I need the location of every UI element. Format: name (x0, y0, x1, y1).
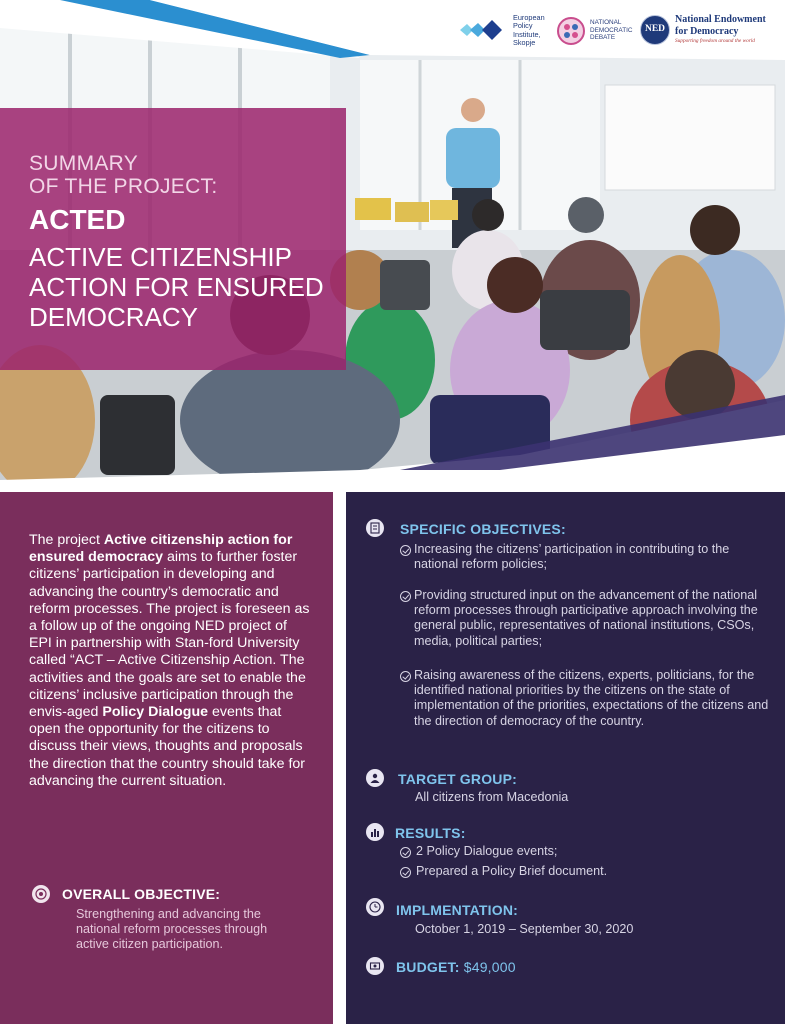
ndd-logo-text: NATIONAL DEMOCRATIC DEBATE (590, 19, 633, 42)
objective-item: Providing structured input on the advancement of the national reform processes through participative approach involving the general public, representatives of national institutions, CSOs, media, political parties; (400, 588, 774, 649)
check-icon (400, 867, 411, 878)
target-group-text: All citizens from Macedonia (415, 790, 569, 804)
budget-heading: BUDGET: $49,000 (396, 959, 516, 975)
project-title: ACTIVE CITIZENSHIP ACTION FOR ENSURED DEMOCRACY (29, 242, 324, 332)
target-group-heading: TARGET GROUP: (398, 771, 518, 787)
bar-chart-icon (366, 823, 384, 841)
group-icon (366, 769, 384, 787)
implementation-dates: October 1, 2019 – September 30, 2020 (415, 922, 634, 936)
check-icon (400, 545, 411, 556)
ndd-logo (556, 16, 636, 48)
money-icon (366, 957, 384, 975)
project-acronym: ACTED (29, 204, 126, 235)
summary-heading: SUMMARY OF THE PROJECT: (29, 152, 218, 198)
ned-logo (640, 13, 782, 51)
result-item: Prepared a Policy Brief document. (400, 864, 607, 879)
overall-objective-text: Strengthening and advancing the national reform processes through active citizen participation. (76, 907, 268, 952)
intro-text: The project Active citizenship action for ensured democracy aims to further foster citizens’ participation in developing and advancing the country’s democratic and reform processes. The project is foreseen as a follow up of the ongoing NED project of EPI in partnership with Stan-ford University called “ACT – Active Citizenship Action. The activities and the goals are set to enable the citizens’ inclusive participation through the envis-aged Policy Dialogue events that open the opportunity for the citizens to discuss their views, thoughts and proposals the direction that the country should take for advancing the current situation. (29, 532, 310, 789)
document-icon (366, 519, 384, 537)
results-heading: RESULTS: (395, 825, 466, 841)
details-panel (346, 492, 785, 1024)
check-icon (400, 591, 411, 602)
ned-logo-text: National Endowment for Democracy Supporting freedom around the world (675, 14, 766, 44)
ndd-logo-mark (556, 16, 586, 46)
epi-logo (455, 14, 550, 50)
overall-objective-heading: OVERALL OBJECTIVE: (62, 886, 221, 902)
budget-value: $49,000 (463, 959, 516, 975)
title-box (0, 108, 346, 370)
epi-logo-mark (455, 14, 513, 50)
specific-objectives-heading: SPECIFIC OBJECTIVES: (400, 521, 566, 537)
check-icon (400, 671, 411, 682)
clock-icon (366, 898, 384, 916)
epi-logo-text: European Policy Institute, Skopje (513, 13, 545, 48)
target-icon (32, 885, 50, 903)
ned-badge: NED (640, 15, 670, 45)
intro-panel (0, 492, 333, 1024)
implementation-heading: IMPLMENTATION: (396, 902, 519, 918)
result-item: 2 Policy Dialogue events; (400, 844, 557, 859)
check-icon (400, 847, 411, 858)
objective-item: Increasing the citizens’ participation in contributing to the national reform policies; (400, 542, 774, 572)
objective-item: Raising awareness of the citizens, experts, politicians, for the identified national priorities by the citizens on the state of implementation of the priorities, expectations of the citizens and the direction of democracy of the country. (400, 668, 774, 729)
